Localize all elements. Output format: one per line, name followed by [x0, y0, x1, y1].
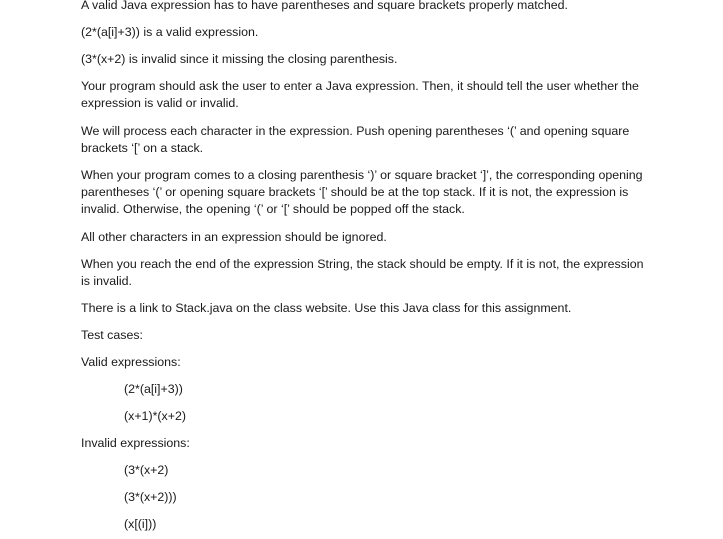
closing-paragraph-line-1: When your program comes to a closing parenthesis ‘)’ or square bracket ‘]’, the corresponding opening [81, 168, 643, 182]
intro-text: A valid Java expression has to have parentheses and square brackets properly matched. [81, 0, 568, 12]
ignore-paragraph: All other characters in an expression should be ignored. [81, 230, 387, 244]
program-paragraph-line-2: expression is valid or invalid. [81, 96, 239, 110]
invalid-case-item: (x[(i])) [124, 517, 157, 531]
valid-case-item: (x+1)*(x+2) [124, 409, 186, 423]
valid-example-text: (2*(a[i]+3)) is a valid expression. [81, 25, 259, 39]
valid-case-item: (2*(a[i]+3)) [124, 382, 183, 396]
process-paragraph-line-2: brackets ‘[’ on a stack. [81, 141, 204, 155]
test-cases-heading: Test cases: [81, 328, 143, 342]
end-paragraph-line-2: is invalid. [81, 274, 132, 288]
end-paragraph-line-1: When you reach the end of the expression String, the stack should be empty. If it is not, the expression [81, 257, 644, 271]
closing-paragraph-line-2: parentheses ‘(’ or opening square brackets ‘[’ should be at the top stack. If it is not, the expression is [81, 185, 629, 199]
invalid-case-item: (3*(x+2) [124, 463, 169, 477]
link-paragraph: There is a link to Stack.java on the class website. Use this Java class for this assignment. [81, 301, 572, 315]
process-paragraph-line-1: We will process each character in the expression. Push opening parentheses ‘(’ and opening square [81, 124, 630, 138]
closing-paragraph-line-3: invalid. Otherwise, the opening ‘(’ or ‘[’ should be popped off the stack. [81, 202, 465, 216]
program-paragraph-line-1: Your program should ask the user to enter a Java expression. Then, it should tell the user whether the [81, 79, 639, 93]
invalid-example-text: (3*(x+2) is invalid since it missing the closing parenthesis. [81, 52, 398, 66]
invalid-expressions-heading: Invalid expressions: [81, 436, 190, 450]
valid-expressions-heading: Valid expressions: [81, 355, 181, 369]
invalid-case-item: (3*(x+2))) [124, 490, 177, 504]
